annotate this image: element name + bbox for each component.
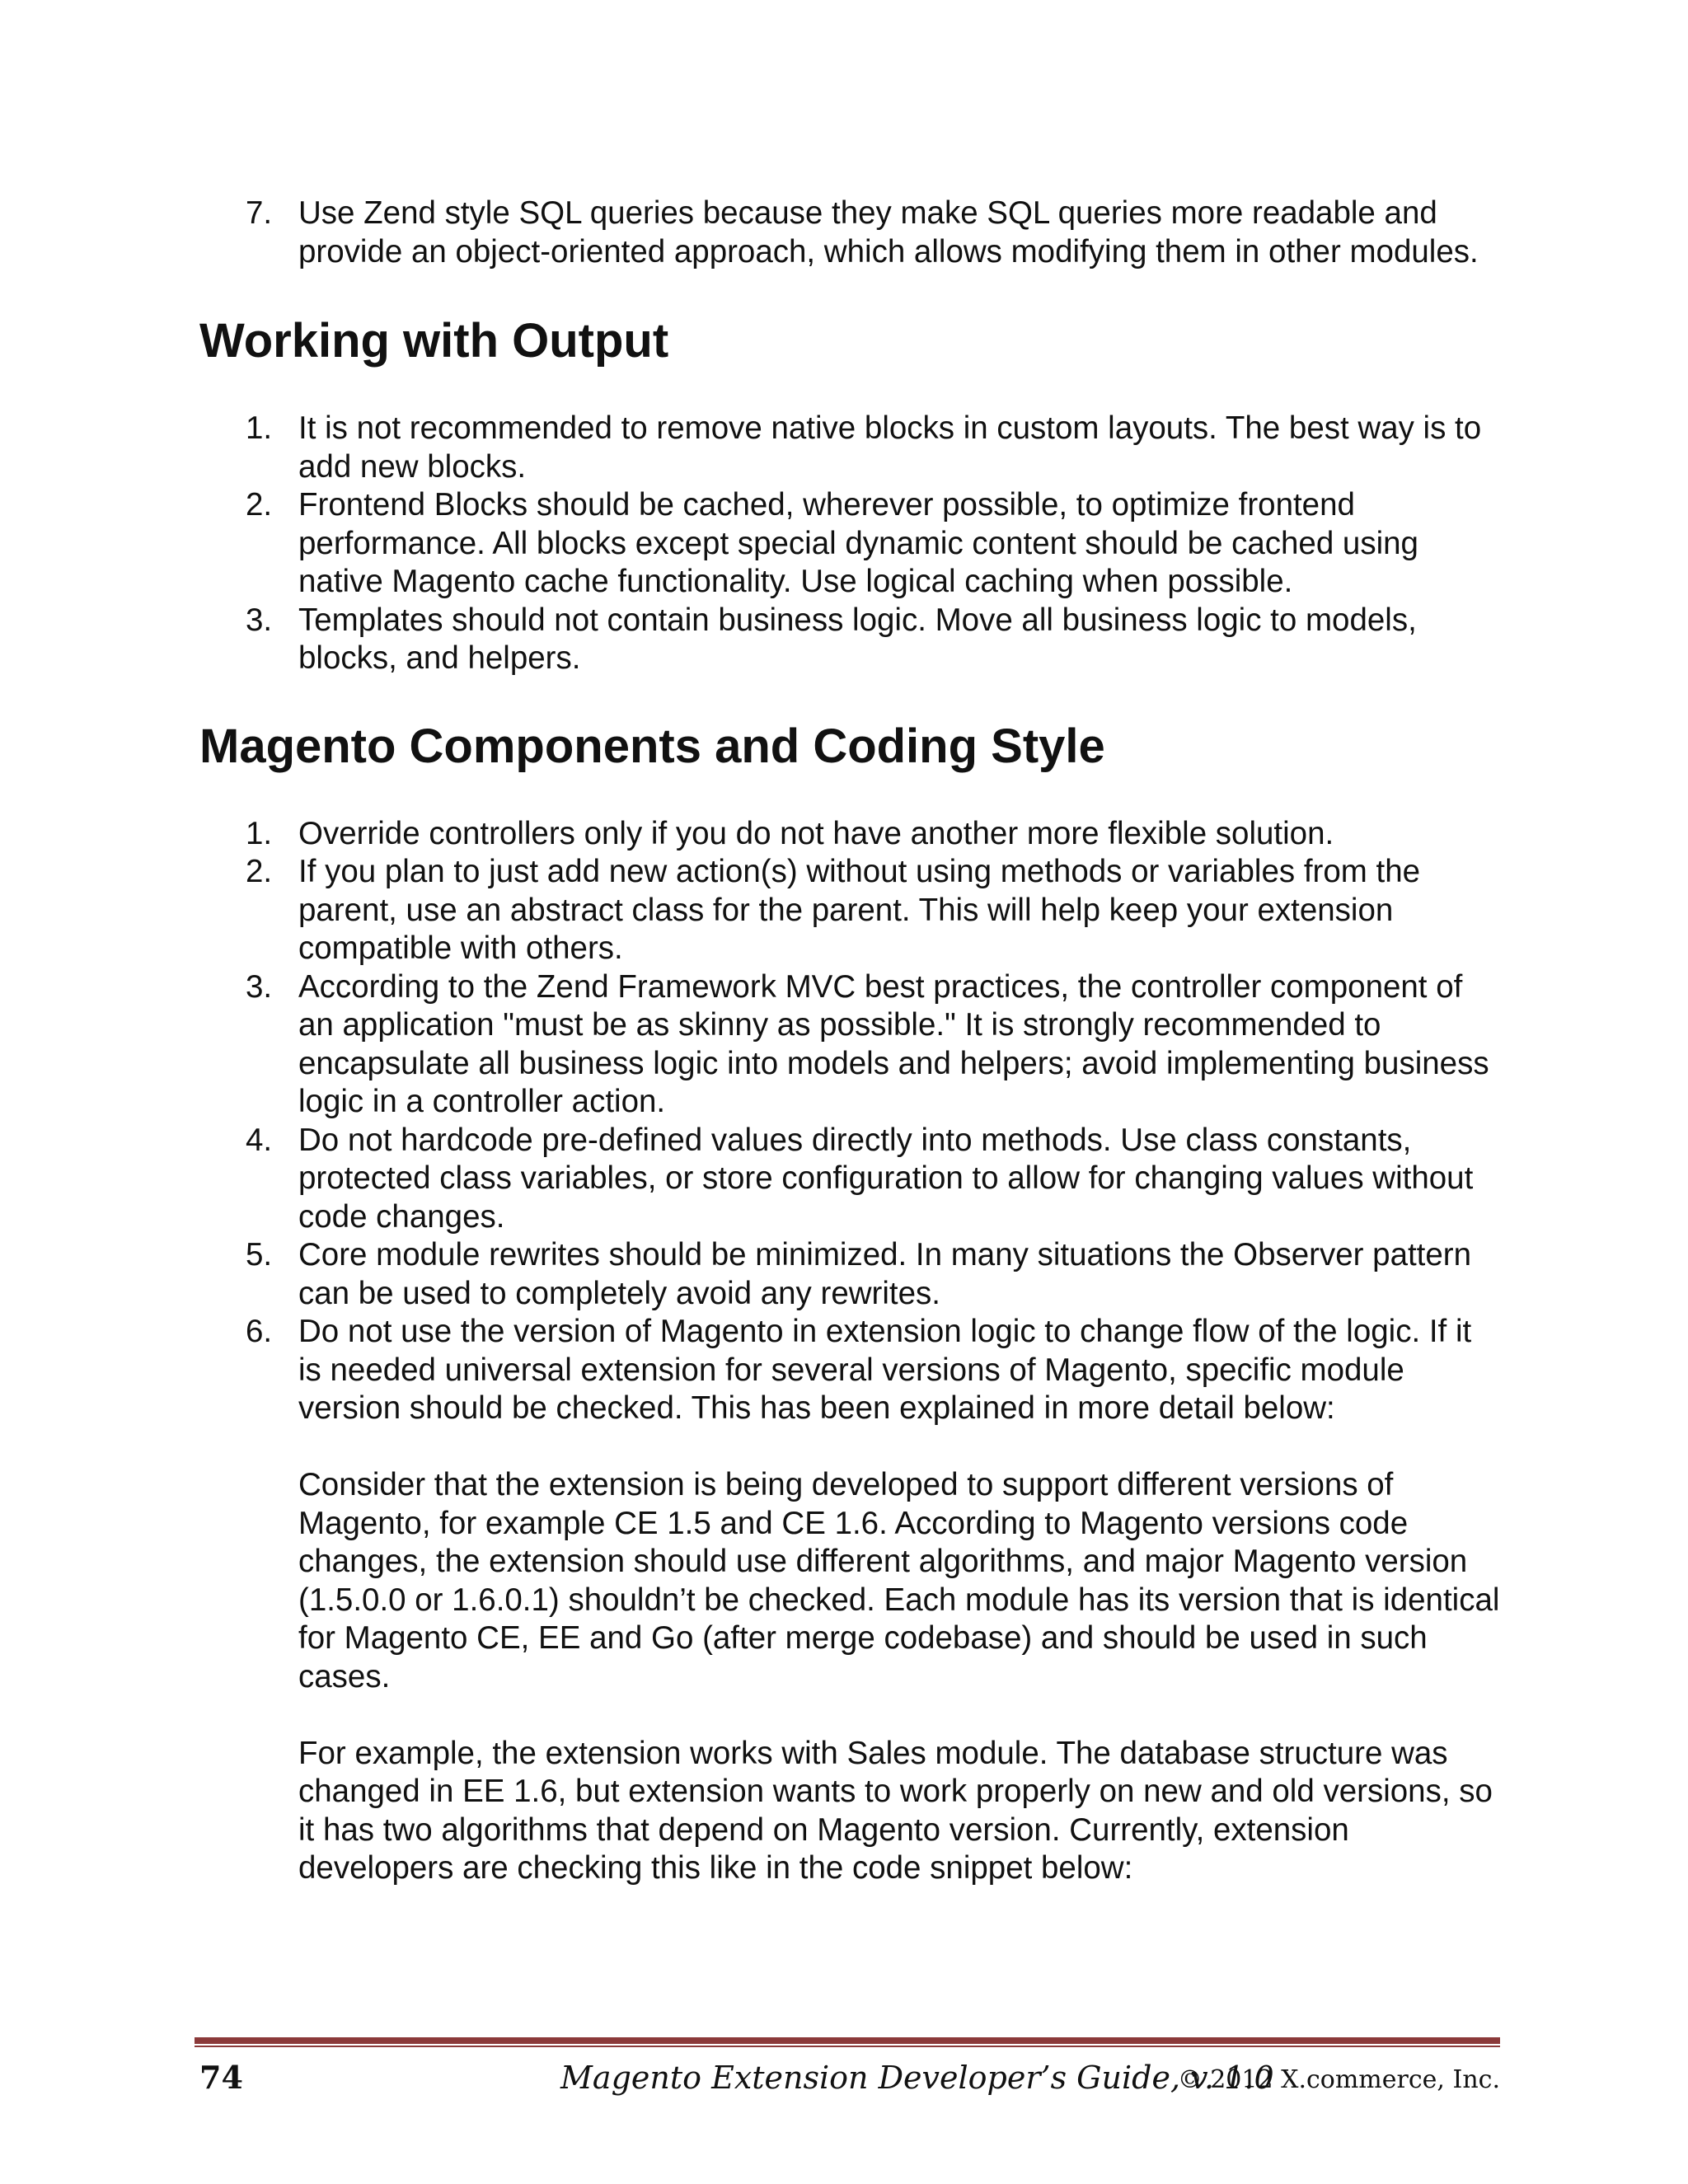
footer-rule-thin (195, 2046, 1500, 2047)
item-text: Do not hardcode pre-defined values directly into methods. Use class constants, protected class variables, or store configuration to allow for changing values without code changes. (298, 1122, 1474, 1235)
list-item (199, 486, 1502, 602)
list-item (199, 853, 1502, 968)
components-list (199, 815, 1502, 1888)
list-item (199, 1313, 1502, 1888)
item-text: If you plan to just add new action(s) without using methods or variables from the parent, use an abstract class for the parent. This will help keep your extension compatible with others. (298, 854, 1421, 966)
item-text: Do not use the version of Magento in extension logic to change flow of the logic. If it is needed universal extension for several versions of Magento, specific module version should be checked. This has been explained in more detail below: (298, 1314, 1472, 1426)
item-text: Templates should not contain business logic. Move all business logic to models, blocks, and helpers. (298, 602, 1417, 676)
footer-copyright: © 2012 X.commerce, Inc. (1177, 2065, 1500, 2094)
item-text: Use Zend style SQL queries because they make SQL queries more readable and provide an object-oriented approach, which allows modifying them in other modules. (298, 195, 1479, 269)
section-heading-components: Magento Components and Coding Style (199, 719, 1105, 773)
list-item (199, 410, 1502, 486)
page-footer (199, 2054, 1500, 2103)
item-number: 4. (246, 1122, 273, 1158)
item-text: It is not recommended to remove native blocks in custom layouts. The best way is to add new blocks. (298, 410, 1482, 485)
item-text: For example, the extension works with Sales module. The database structure was changed in EE 1.6, but extension wants to work properly on new and old versions, so it has two algorithms that depend on Magento version. Currently, extension developers are checking this like in the code snippet below: (298, 1735, 1493, 1886)
item-number: 6. (246, 1314, 273, 1349)
list-item (199, 968, 1502, 1122)
section-heading-output: Working with Output (199, 314, 669, 368)
item-number: 7. (246, 195, 273, 231)
output-list (199, 410, 1502, 678)
item-number: 1. (246, 410, 273, 446)
list-item (199, 815, 1502, 854)
item-text: Consider that the extension is being developed to support different versions of Magento, for example CE 1.5 and CE 1.6. According to Magento versions code changes, the extension should use different algorithms, and major Magento version (1.5.0.0 or 1.6.0.1) shouldn’t be checked. Each module has its version that is identical for Magento CE, EE and Go (after merge codebase) and should be used in such cases. (298, 1467, 1500, 1694)
list-item (199, 194, 1502, 271)
page-content (199, 194, 1502, 1888)
item-number: 2. (246, 854, 273, 889)
item-text: Core module rewrites should be minimized. In many situations the Observer pattern can be used to completely avoid any rewrites. (298, 1237, 1472, 1311)
item-number: 5. (246, 1237, 273, 1272)
page-number: 74 (199, 2059, 243, 2096)
item-text: According to the Zend Framework MVC best practices, the controller component of an application "must be as skinny as possible." It is strongly recommended to encapsulate all business logic into models and helpers; avoid implementing business logic in a controller action. (298, 968, 1489, 1119)
item-number: 2. (246, 487, 273, 523)
footer-rule (195, 2037, 1500, 2044)
intro-list (199, 194, 1502, 271)
item-number: 1. (246, 815, 273, 851)
footer-title: Magento Extension Developer’s Guide, v. 1.0 (560, 2060, 1274, 2096)
list-item (199, 1236, 1502, 1313)
list-item (199, 602, 1502, 678)
item-number: 3. (246, 602, 273, 638)
item-text: Override controllers only if you do not have another more flexible solution. (298, 815, 1334, 851)
list-item (199, 1122, 1502, 1237)
item-number: 3. (246, 968, 273, 1005)
item-text: Frontend Blocks should be cached, wherever possible, to optimize frontend performance. All blocks except special dynamic content should be cached using native Magento cache functionality. Use logical caching when possible. (298, 487, 1418, 599)
